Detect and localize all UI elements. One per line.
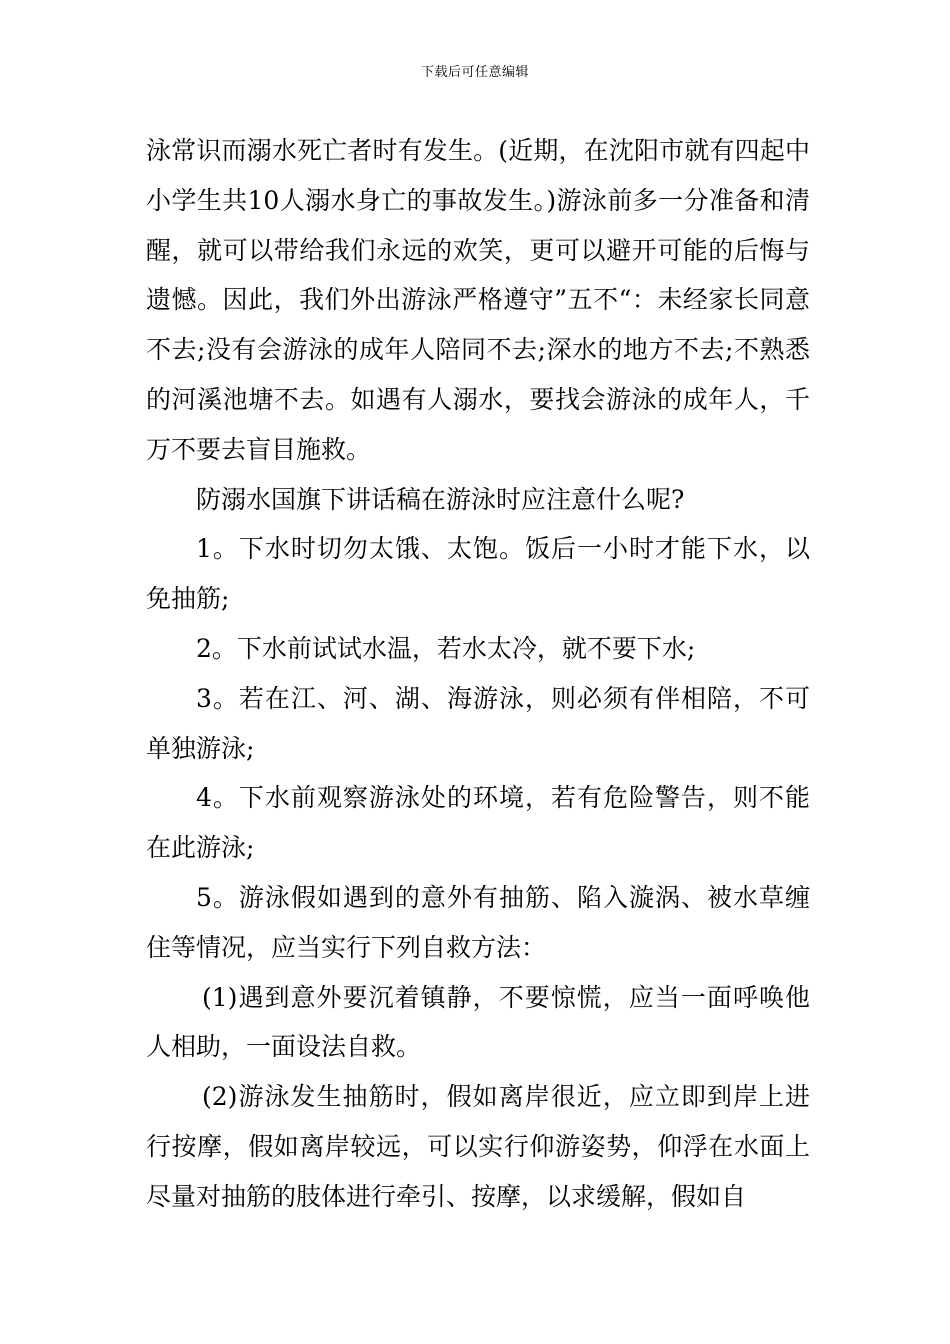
- paragraph-item-4: 4。下水前观察游泳处的环境，若有危险警告，则不能在此游泳;: [146, 783, 810, 863]
- paragraph-question: 防溺水国旗下讲话稿在游泳时应注意什么呢?: [196, 484, 685, 514]
- paragraph-subitem-2: (2)游泳发生抽筋时，假如离岸很近，应立即到岸上进行按摩，假如离岸较远，可以实行仰游姿势，仰浮在水面上尽量对抽筋的肢体进行牵引、按摩，以求缓解，假如自: [146, 1082, 810, 1211]
- paragraph-item-1: 1。下水时切勿太饿、太饱。饭后一小时才能下水，以免抽筋;: [146, 534, 810, 614]
- paragraph-subitem-1: (1)遇到意外要沉着镇静，不要惊慌，应当一面呼唤他人相助，一面设法自救。: [146, 982, 810, 1062]
- document-body: [146, 126, 810, 1222]
- page-header-note: 下载后可任意编辑: [420, 65, 529, 80]
- paragraph-intro: 泳常识而溺水死亡者时有发生。(近期，在沈阳市就有四起中小学生共10人溺水身亡的事故发生。)游泳前多一分准备和清醒，就可以带给我们永远的欢笑，更可以避开可能的后悔与遗憾。因此，我们外出游泳严格遵守”五不“：未经家长同意不去;没有会游泳的成年人陪同不去;深水的地方不去;不熟悉的河溪池塘不去。如遇有人溺水，要找会游泳的成年人，千万不要去盲目施救。: [146, 136, 810, 464]
- paragraph-item-3: 3。若在江、河、湖、海游泳，则必须有伴相陪，不可单独游泳;: [146, 683, 810, 763]
- paragraph-item-2: 2。下水前试试水温，若水太冷，就不要下水;: [196, 633, 696, 663]
- paragraph-item-5: 5。游泳假如遇到的意外有抽筋、陷入漩涡、被水草缠住等情况，应当实行下列自救方法：: [146, 882, 810, 962]
